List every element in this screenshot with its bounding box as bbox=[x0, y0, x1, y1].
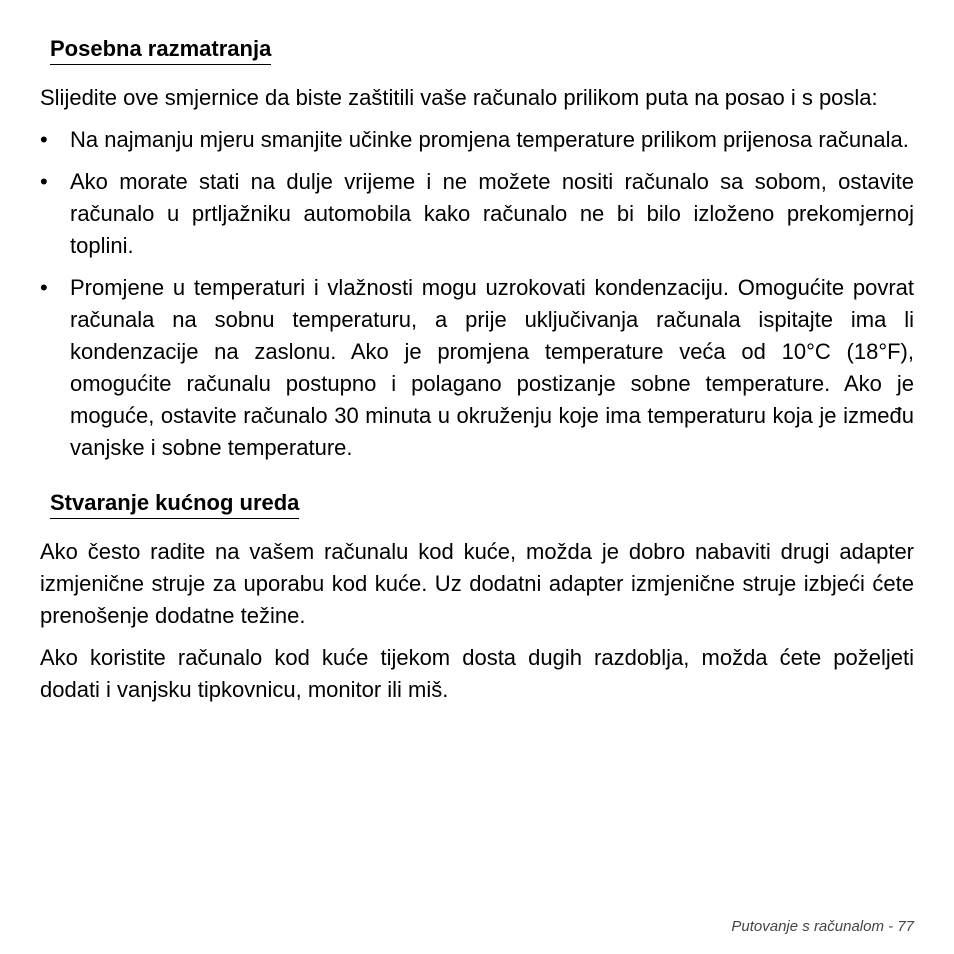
guidelines-list bbox=[40, 124, 914, 464]
bullet-icon: • bbox=[40, 275, 48, 300]
page-number: 77 bbox=[897, 918, 914, 935]
list-item bbox=[40, 166, 914, 262]
body-paragraph: Ako često radite na vašem računalu kod kuće, možda je dobro nabaviti drugi adapter izmjenične struje za uporabu kod kuće. Uz dodatni adapter izmjenične struje izbjeći ćete prenošenje dodatne težine. bbox=[40, 539, 914, 628]
document-page bbox=[40, 30, 914, 706]
list-item-text: Na najmanju mjeru smanjite učinke promjena temperature prilikom prijenosa računala. bbox=[70, 127, 909, 152]
list-item-text: Ako morate stati na dulje vrijeme i ne možete nositi računalo sa sobom, ostavite računalo u prtljažniku automobila kako računalo ne bi bilo izloženo prekomjernoj toplini. bbox=[70, 169, 914, 258]
list-item-text: Promjene u temperaturi i vlažnosti mogu uzrokovati kondenzaciju. Omogućite povrat računala na sobnu temperaturu, a prije uključivanja računala ispitajte ima li kondenzacije na zaslonu. Ako je promjena temperature veća od 10°C (18°F), omogućite računalu postupno i polagano postizanje sobne temperature. Ako je moguće, ostavite računalo 30 minuta u okruženju koje ima temperaturu koja je između vanjske i sobne temperature. bbox=[70, 275, 914, 460]
body-paragraph: Ako koristite računalo kod kuće tijekom dosta dugih razdoblja, možda ćete poželjeti dodati i vanjsku tipkovnicu, monitor ili miš. bbox=[40, 645, 914, 702]
bullet-icon: • bbox=[40, 127, 48, 152]
footer-chapter-title: Putovanje s računalom - bbox=[731, 918, 898, 935]
list-item bbox=[40, 272, 914, 464]
page-footer bbox=[731, 917, 914, 937]
section-heading-posebna-razmatranja: Posebna razmatranja bbox=[50, 34, 271, 65]
section-heading-stvaranje-kucnog-ureda: Stvaranje kućnog ureda bbox=[50, 488, 299, 519]
intro-paragraph: Slijedite ove smjernice da biste zaštitili vaše računalo prilikom puta na posao i s posla: bbox=[40, 85, 878, 110]
bullet-icon: • bbox=[40, 169, 48, 194]
list-item bbox=[40, 124, 914, 156]
